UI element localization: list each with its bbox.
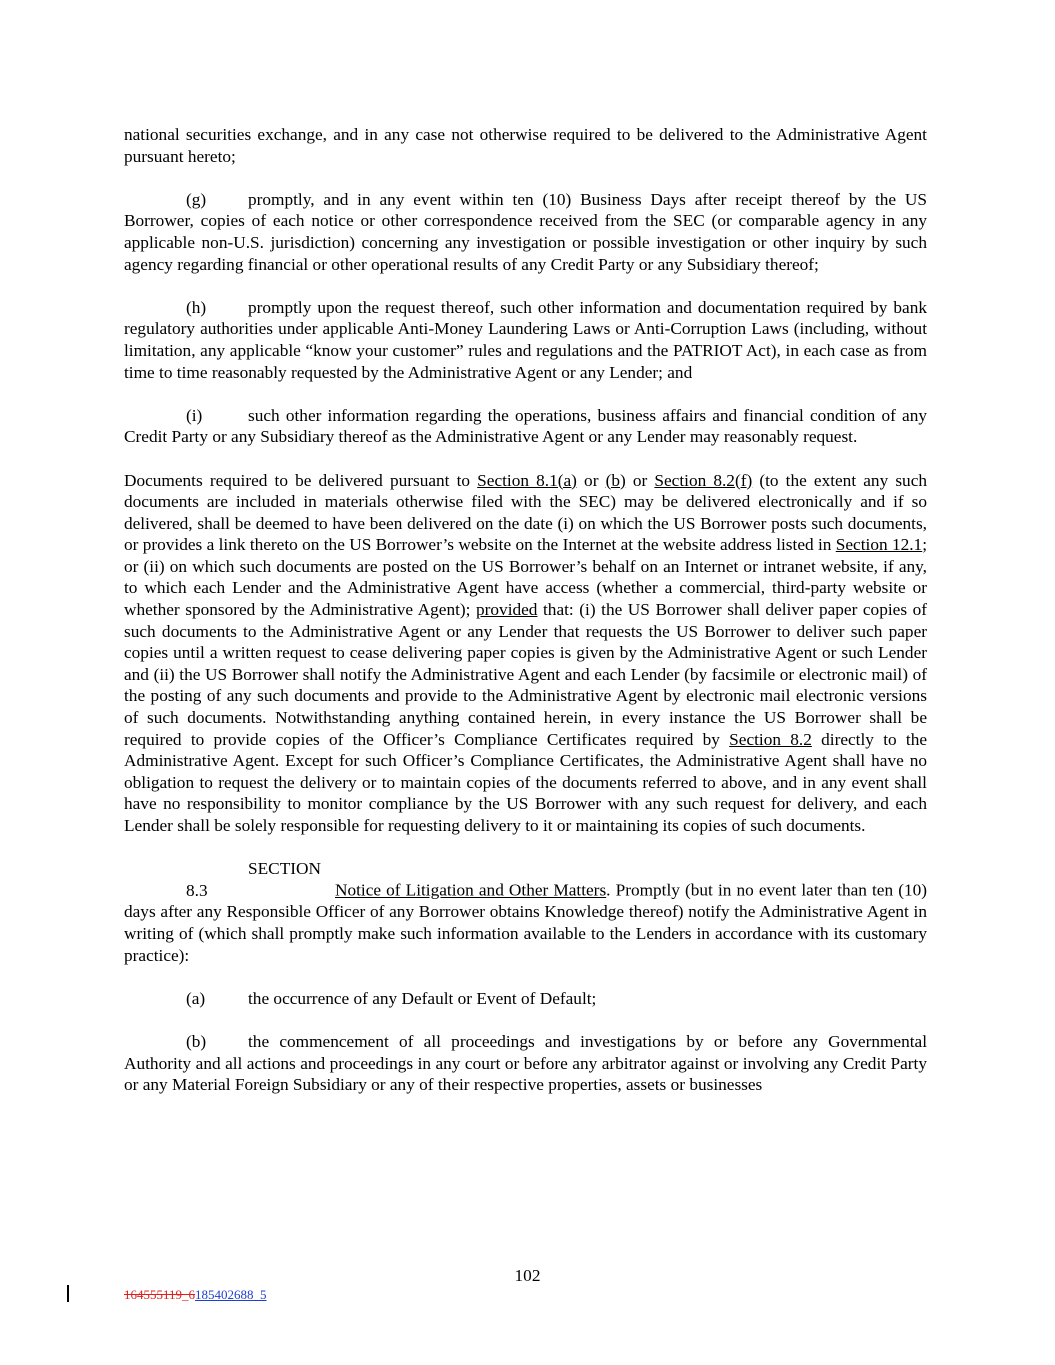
paragraph-label: (a) <box>186 988 206 1008</box>
paragraph-label: (b) <box>186 1031 207 1051</box>
section-label: SECTION 8.3 <box>186 859 321 900</box>
cross-reference: Section 8.2(f) <box>654 470 753 490</box>
paragraph-documents-delivery <box>124 470 927 837</box>
cross-reference: Section 12.1 <box>835 535 923 555</box>
paragraph-text: promptly upon the request thereof, such other information and documentation required by bank regulatory authorities under applicable Anti-Money Laundering Laws or Anti-Corruption Laws (including, without limitation, any applicable “know your customer” rules and regulations and the PATRIOT Act), in each case as from time to time reasonably requested by the Administrative Agent or any Lender; and <box>124 297 927 382</box>
cross-reference: Section 8.1(a) <box>477 470 577 490</box>
paragraph-text: the commencement of all proceedings and investigations by or before any Governmental Authority and all actions and proceedings in any court or before any arbitrator against or involving any Credit Party or any Material Foreign Subsidiary or any of their respective properties, assets or businesses <box>124 1031 927 1095</box>
paragraph-g <box>124 189 927 275</box>
paragraph-label: (h) <box>186 297 207 317</box>
defined-term: provided <box>476 600 538 620</box>
section-text: . Promptly (but in no event later than ten (10) days after any Responsible Officer of any Borrower obtains Knowledge thereof) notify the Administrative Agent in writing of (which shall promptly make such information available to the Lenders in accordance with its customary practice): <box>124 880 927 965</box>
cross-reference: Section 8.2 <box>729 729 812 749</box>
page-number: 102 <box>514 1266 541 1285</box>
paragraph-i <box>124 405 927 448</box>
text-run: or <box>625 470 655 490</box>
document-id-new: 185402688_5 <box>195 1287 267 1302</box>
text-run: (to the extent any such documents are included in materials otherwise filed with the SEC) may be delivered electronically and if so delivered, shall be deemed to have been delivered on the date (i) on which the US Borrower posts such documents, or provides a link thereto on the US Borrower’s website on the Internet at the website address listed in <box>124 470 928 555</box>
paragraph-text: such other information regarding the operations, business affairs and financial condition of any Credit Party or any Subsidiary thereof as the Administrative Agent or any Lender may reasonably request. <box>124 405 927 447</box>
text-run: directly to the Administrative Agent. Except for such Officer’s Compliance Certificates, the Administrative Agent shall have no obligation to request the delivery or to maintain copies of the documents referred to above, and in any event shall have no responsibility to monitor compliance by the US Borrower with any such request for delivery, and each Lender shall be solely responsible for requesting delivery to it or maintaining its copies of such documents. <box>124 729 928 835</box>
section-8-3 <box>124 858 927 966</box>
paragraph-text: promptly, and in any event within ten (10) Business Days after receipt thereof by the US Borrower, copies of each notice or other correspondence received from the SEC (or comparable agency in any applicable non-U.S. jurisdiction) concerning any investigation or possible investigation or other inquiry by such agency regarding financial or other operational results of any Credit Party or any Subsidiary thereof; <box>124 189 927 274</box>
text-run: or <box>576 470 606 490</box>
paragraph-b <box>124 1031 927 1096</box>
document-id-old: 164555119_6 <box>124 1287 196 1302</box>
paragraph-text: the occurrence of any Default or Event of Default; <box>248 988 597 1008</box>
paragraph-a <box>124 988 927 1010</box>
text-run: that: (i) the US Borrower shall deliver paper copies of such documents to the Administrative Agent or any Lender that requests the US Borrower to deliver such paper copies until a written request to cease delivering paper copies is given by the Administrative Agent or such Lender and (ii) the US Borrower shall notify the Administrative Agent and each Lender (by facsimile or electronic mail) of the posting of any such documents and provide to the Administrative Agent by electronic mail electronic versions of such documents. Notwithstanding anything contained herein, in every instance the US Borrower shall be required to provide copies of the Officer’s Compliance Certificates required by <box>124 600 927 749</box>
cross-reference: (b) <box>605 470 626 490</box>
section-heading: Notice of Litigation and Other Matters <box>335 880 607 900</box>
paragraph-continuation: national securities exchange, and in any case not otherwise required to be delivered to the Administrative Agent pursuant hereto; <box>124 125 927 166</box>
text-run: Documents required to be delivered pursuant to <box>124 470 478 490</box>
document-id <box>124 1287 267 1303</box>
paragraph-label: (i) <box>186 405 203 425</box>
paragraph-label: (g) <box>186 189 207 209</box>
text-run: ; or (ii) on which such documents are posted on the US Borrower’s behalf on an Internet or intranet website, if any, to which each Lender and the Administrative Agent have access (whether a commercial, third-party website or whether sponsored by the Administrative Agent); <box>124 535 927 620</box>
change-bar <box>67 1285 69 1302</box>
paragraph-h <box>124 297 927 383</box>
document-body <box>124 124 927 1117</box>
